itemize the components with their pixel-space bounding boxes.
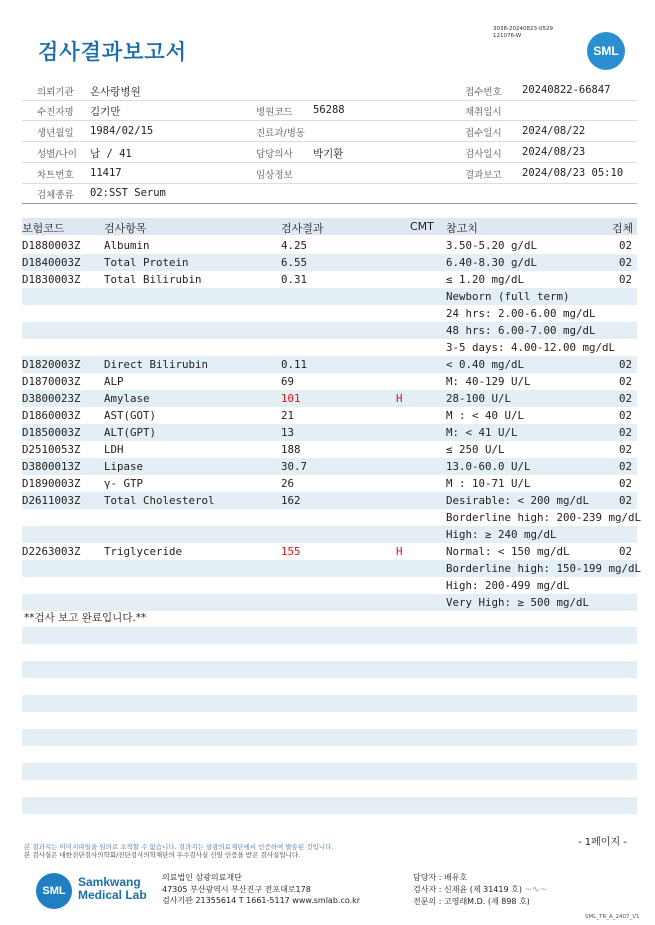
result-code: D2510053Z bbox=[22, 442, 81, 456]
result-value: 30.7 bbox=[281, 459, 308, 473]
result-reference: 3-5 days: 4.00-12.00 mg/dL bbox=[446, 340, 616, 354]
result-item: Amylase bbox=[104, 391, 150, 405]
info-value: 56288 bbox=[313, 104, 345, 116]
result-reference: 3.50-5.20 g/dL bbox=[446, 238, 538, 252]
result-reference: 28-100 U/L bbox=[446, 391, 512, 405]
result-item: Total Bilirubin bbox=[104, 272, 202, 286]
document-id-line1: 3038-20240823-0529 bbox=[493, 26, 553, 32]
result-code: D1830003Z bbox=[22, 272, 81, 286]
result-row bbox=[22, 390, 637, 407]
info-label: 접수일시 bbox=[465, 128, 502, 139]
result-code: D1870003Z bbox=[22, 374, 81, 388]
results-header bbox=[22, 218, 637, 235]
result-specimen: 02 bbox=[619, 391, 633, 405]
result-item: ALT(GPT) bbox=[104, 425, 157, 439]
header-code: 보험코드 bbox=[22, 222, 65, 235]
info-label: 검사일시 bbox=[465, 149, 502, 160]
info-label: 접수번호 bbox=[465, 87, 502, 98]
info-label: 담당의사 bbox=[256, 149, 293, 160]
result-row bbox=[22, 254, 637, 271]
result-reference: 13.0-60.0 U/L bbox=[446, 459, 531, 473]
result-value: 26 bbox=[281, 476, 295, 490]
info-label: 채취일시 bbox=[465, 107, 502, 118]
result-reference: Desirable: < 200 mg/dL bbox=[446, 493, 590, 507]
staff1-value: 배유호 bbox=[443, 873, 468, 882]
result-item: Albumin bbox=[104, 238, 150, 252]
result-value: 155 bbox=[281, 544, 301, 558]
footer-sml-logo-icon: SML bbox=[36, 873, 72, 909]
result-value: 6.55 bbox=[281, 255, 308, 269]
result-value: 69 bbox=[281, 374, 295, 388]
info-value: 온사랑병원 bbox=[90, 86, 141, 98]
result-reference: Borderline high: 150-199 mg/dL bbox=[446, 561, 642, 575]
result-flag: H bbox=[396, 544, 403, 558]
empty-row bbox=[22, 729, 637, 746]
result-reference: M: < 41 U/L bbox=[446, 425, 518, 439]
info-row bbox=[22, 100, 637, 121]
result-reference: 6.40-8.30 g/dL bbox=[446, 255, 538, 269]
result-item: AST(GOT) bbox=[104, 408, 157, 422]
result-reference: M : 10-71 U/L bbox=[446, 476, 531, 490]
result-row bbox=[22, 577, 637, 594]
result-reference: High: ≥ 240 mg/dL bbox=[446, 527, 557, 541]
result-row bbox=[22, 305, 637, 322]
result-row bbox=[22, 475, 637, 492]
info-value: 02:SST Serum bbox=[90, 187, 166, 199]
staff1-label: 담당자 : bbox=[413, 873, 442, 882]
result-row bbox=[22, 237, 637, 254]
result-reference: High: 200-499 mg/dL bbox=[446, 578, 570, 592]
result-item: Direct Bilirubin bbox=[104, 357, 209, 371]
footer-brand-line2: Medical Lab bbox=[78, 888, 147, 902]
header-reference: 참고치 bbox=[446, 222, 478, 235]
info-value: 2024/08/22 bbox=[522, 125, 586, 137]
result-value: 21 bbox=[281, 408, 295, 422]
info-value: 박기환 bbox=[313, 148, 344, 160]
footer-contact: 검사기관 21355614 T 1661-5117 www.smlab.co.kr bbox=[162, 896, 361, 905]
result-item: LDH bbox=[104, 442, 124, 456]
report-complete-note: **검사 보고 완료입니다.** bbox=[24, 612, 147, 624]
result-reference: ≤ 250 U/L bbox=[446, 442, 505, 456]
result-value: 0.11 bbox=[281, 357, 308, 371]
info-label: 의뢰기관 bbox=[37, 87, 74, 98]
staff3-value: 고영래M.D. (제 898 호) bbox=[443, 897, 530, 906]
info-row bbox=[22, 121, 637, 142]
result-code: D1860003Z bbox=[22, 408, 81, 422]
result-row bbox=[22, 509, 642, 526]
staff3-label: 전문의 : bbox=[413, 897, 442, 906]
result-row bbox=[22, 441, 637, 458]
result-code: D2263003Z bbox=[22, 544, 81, 558]
empty-row bbox=[22, 695, 637, 712]
result-row bbox=[22, 322, 637, 339]
result-specimen: 02 bbox=[619, 442, 633, 456]
result-row bbox=[22, 458, 637, 475]
header-specimen: 검체 bbox=[612, 222, 634, 235]
result-value: 0.31 bbox=[281, 272, 308, 286]
result-code: D1890003Z bbox=[22, 476, 81, 490]
info-label: 결과보고 bbox=[465, 170, 502, 181]
result-row bbox=[22, 271, 637, 288]
result-row bbox=[22, 373, 637, 390]
result-specimen: 02 bbox=[619, 255, 633, 269]
info-value: 1984/02/15 bbox=[90, 125, 154, 137]
result-value: 101 bbox=[281, 391, 301, 405]
empty-row bbox=[22, 763, 637, 780]
info-label: 진료과/병동 bbox=[256, 128, 306, 139]
result-reference: Newborn (full term) bbox=[446, 289, 570, 303]
info-row bbox=[22, 80, 637, 101]
info-value: 남 / 41 bbox=[90, 148, 132, 160]
footer-brand-line1: Samkwang bbox=[78, 875, 141, 889]
result-code: D1820003Z bbox=[22, 357, 81, 371]
footer-address: 47305 부산광역시 부산진구 전포대로178 bbox=[162, 884, 311, 894]
result-code: D3800023Z bbox=[22, 391, 81, 405]
result-flag: H bbox=[396, 391, 403, 405]
result-specimen: 02 bbox=[619, 408, 633, 422]
result-reference: M: 40-129 U/L bbox=[446, 374, 531, 388]
info-label: 성별/나이 bbox=[37, 149, 77, 160]
result-item: Total Cholesterol bbox=[104, 493, 215, 507]
info-value: 20240822-66847 bbox=[522, 84, 611, 96]
result-reference: < 0.40 mg/dL bbox=[446, 357, 525, 371]
header-item: 검사항목 bbox=[104, 222, 147, 235]
info-value: 2024/08/23 05:10 bbox=[522, 167, 624, 179]
empty-row bbox=[22, 627, 637, 644]
result-reference: ≤ 1.20 mg/dL bbox=[446, 272, 525, 286]
info-row bbox=[22, 163, 637, 184]
signature-icon: ~∿~ bbox=[524, 884, 548, 895]
result-row bbox=[22, 543, 637, 560]
info-label: 병원코드 bbox=[256, 107, 293, 118]
info-label: 수진자명 bbox=[37, 107, 74, 118]
info-label: 차트번호 bbox=[37, 170, 74, 181]
result-row bbox=[22, 526, 637, 543]
sml-logo-icon: SML bbox=[587, 32, 625, 70]
info-label: 임상정보 bbox=[256, 170, 293, 181]
result-code: D1880003Z bbox=[22, 238, 81, 252]
footer-organization bbox=[162, 872, 360, 907]
result-value: 13 bbox=[281, 425, 295, 439]
result-row bbox=[22, 424, 637, 441]
footnote-2: 본 검사실은 대한진단검사의학회/진단검사의학재단의 우수검사실 신임 인증을 받은 검사실입니다. bbox=[24, 851, 301, 859]
result-specimen: 02 bbox=[619, 476, 633, 490]
empty-row bbox=[22, 797, 637, 814]
staff2-label: 검사자 : bbox=[413, 884, 442, 894]
result-specimen: 02 bbox=[619, 238, 633, 252]
result-reference: 24 hrs: 2.00-6.00 mg/dL bbox=[446, 306, 596, 320]
document-id-line2: 121076-W bbox=[493, 33, 522, 39]
result-item: Lipase bbox=[104, 459, 144, 473]
result-row bbox=[22, 356, 637, 373]
info-row bbox=[22, 183, 637, 204]
header-cmt: CMT bbox=[410, 220, 434, 233]
result-row bbox=[22, 407, 637, 424]
result-specimen: 02 bbox=[619, 544, 633, 558]
result-specimen: 02 bbox=[619, 357, 633, 371]
result-item: Total Protein bbox=[104, 255, 189, 269]
result-row bbox=[22, 594, 637, 611]
result-item: ALP bbox=[104, 374, 124, 388]
result-value: 4.25 bbox=[281, 238, 308, 252]
result-code: D2611003Z bbox=[22, 493, 81, 507]
info-value: 2024/08/23 bbox=[522, 146, 586, 158]
result-value: 162 bbox=[281, 493, 301, 507]
form-code: SML_TR_A_2407_V1 bbox=[585, 914, 640, 920]
result-specimen: 02 bbox=[619, 272, 633, 286]
document-id bbox=[493, 26, 553, 40]
info-value: 11417 bbox=[90, 167, 122, 179]
result-code: D1840003Z bbox=[22, 255, 81, 269]
result-reference: Normal: < 150 mg/dL bbox=[446, 544, 570, 558]
page-indicator: - 1페이지 - bbox=[578, 837, 627, 848]
result-row bbox=[22, 288, 637, 305]
result-reference: 48 hrs: 6.00-7.00 mg/dL bbox=[446, 323, 596, 337]
header-result: 검사결과 bbox=[281, 222, 324, 235]
result-row bbox=[22, 492, 637, 509]
result-value: 188 bbox=[281, 442, 301, 456]
result-row bbox=[22, 560, 642, 577]
footer-org-name: 의료법인 삼광의료재단 bbox=[162, 873, 242, 882]
result-item: γ- GTP bbox=[104, 476, 144, 490]
footer-brand bbox=[78, 876, 147, 902]
result-specimen: 02 bbox=[619, 425, 633, 439]
result-row bbox=[22, 339, 637, 356]
result-reference: Borderline high: 200-239 mg/dL bbox=[446, 510, 642, 524]
result-specimen: 02 bbox=[619, 459, 633, 473]
result-specimen: 02 bbox=[619, 493, 633, 507]
footer-staff bbox=[413, 872, 547, 908]
result-code: D3800013Z bbox=[22, 459, 81, 473]
info-value: 김기만 bbox=[90, 106, 121, 118]
result-code: D1850003Z bbox=[22, 425, 81, 439]
result-specimen: 02 bbox=[619, 374, 633, 388]
staff2-value: 신재윤 (제 31419 호) bbox=[443, 884, 522, 894]
result-item: Triglyceride bbox=[104, 544, 183, 558]
empty-row bbox=[22, 661, 637, 678]
result-reference: Very High: ≥ 500 mg/dL bbox=[446, 595, 590, 609]
report-title: 검사결과보고서 bbox=[38, 40, 188, 64]
info-label: 생년월일 bbox=[37, 128, 74, 139]
footnote-1: 본 결과지는 이미지파일을 임의로 조작할 수 없습니다. 결과지는 삼광의료재단에서 인증하여 발송된 것입니다. bbox=[24, 843, 334, 851]
info-row bbox=[22, 142, 637, 163]
result-reference: M : < 40 U/L bbox=[446, 408, 525, 422]
info-label: 검체종류 bbox=[37, 190, 74, 201]
